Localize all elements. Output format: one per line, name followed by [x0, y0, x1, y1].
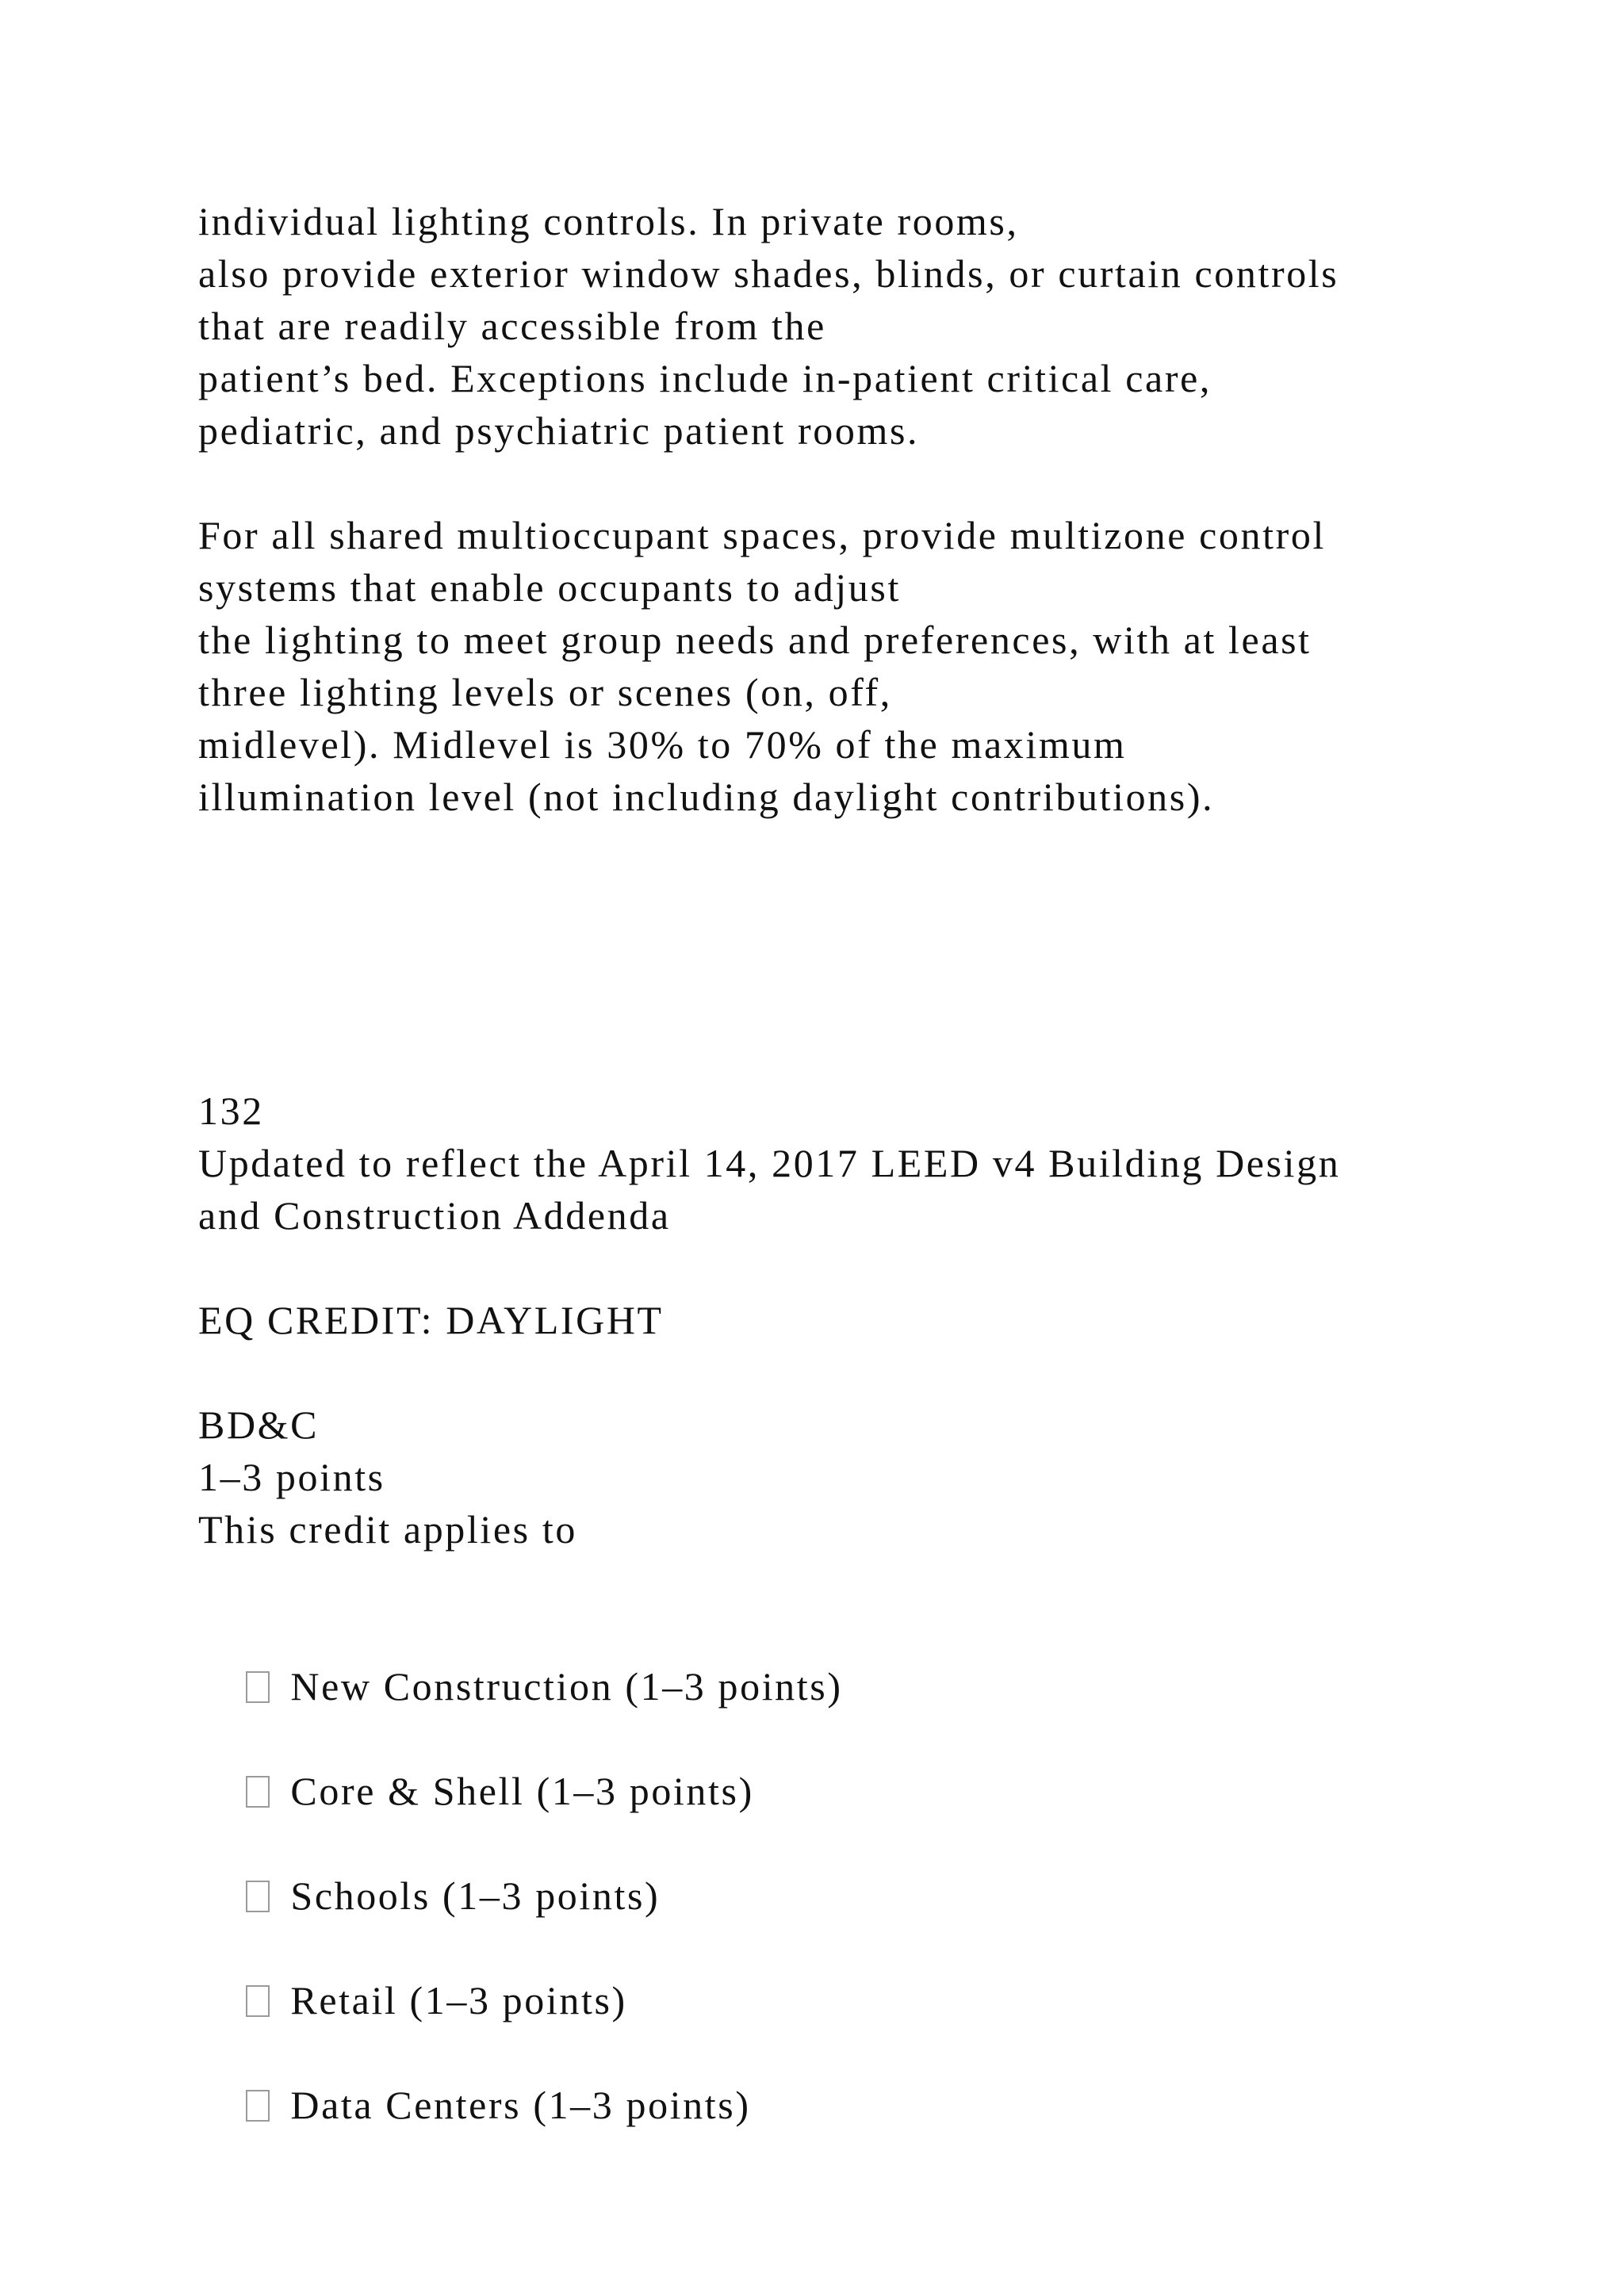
paragraph-line: midlevel). Midlevel is 30% to 70% of the maximum [198, 722, 1127, 767]
paragraph-line: also provide exterior window shades, blinds, or curtain controls [198, 251, 1339, 296]
checkbox-icon [246, 2090, 270, 2122]
applies-to-item [198, 2026, 751, 2183]
checkbox-icon [246, 1985, 270, 2017]
checkbox-icon [246, 1776, 270, 1808]
paragraph-line: For all shared multioccupant spaces, provide multizone control [198, 513, 1326, 557]
applies-to-item-label: Schools (1–3 points) [290, 1873, 661, 1918]
update-note-line: and Construction Addenda [198, 1193, 671, 1238]
paragraph-line: that are readily accessible from the [198, 304, 826, 348]
applies-to-item-label: New Construction (1–3 points) [290, 1664, 843, 1709]
paragraph-line: systems that enable occupants to adjust [198, 565, 901, 610]
paragraph-line: patient’s bed. Exceptions include in-patient critical care, [198, 356, 1212, 400]
checkbox-icon [246, 1881, 270, 1912]
paragraph-line: illumination level (not including daylight contributions). [198, 775, 1215, 819]
paragraph-line: three lighting levels or scenes (on, off, [198, 670, 892, 714]
applies-to-item-label: Core & Shell (1–3 points) [290, 1769, 754, 1813]
paragraph-line: the lighting to meet group needs and preferences, with at least [198, 618, 1312, 662]
credit-title: EQ CREDIT: DAYLIGHT [198, 1298, 664, 1342]
applies-to-label: This credit applies to [198, 1507, 577, 1552]
paragraph-line: individual lighting controls. In private rooms, [198, 199, 1019, 243]
points: 1–3 points [198, 1455, 385, 1499]
update-note-line: Updated to reflect the April 14, 2017 LEED v4 Building Design [198, 1141, 1341, 1185]
checkbox-icon [246, 1671, 270, 1703]
rating-system: BD&C [198, 1402, 320, 1447]
applies-to-item-label: Data Centers (1–3 points) [290, 2083, 751, 2127]
applies-to-item-label: Retail (1–3 points) [290, 1978, 627, 2022]
paragraph-line: pediatric, and psychiatric patient rooms. [198, 408, 920, 453]
page-number: 132 [198, 1089, 264, 1133]
